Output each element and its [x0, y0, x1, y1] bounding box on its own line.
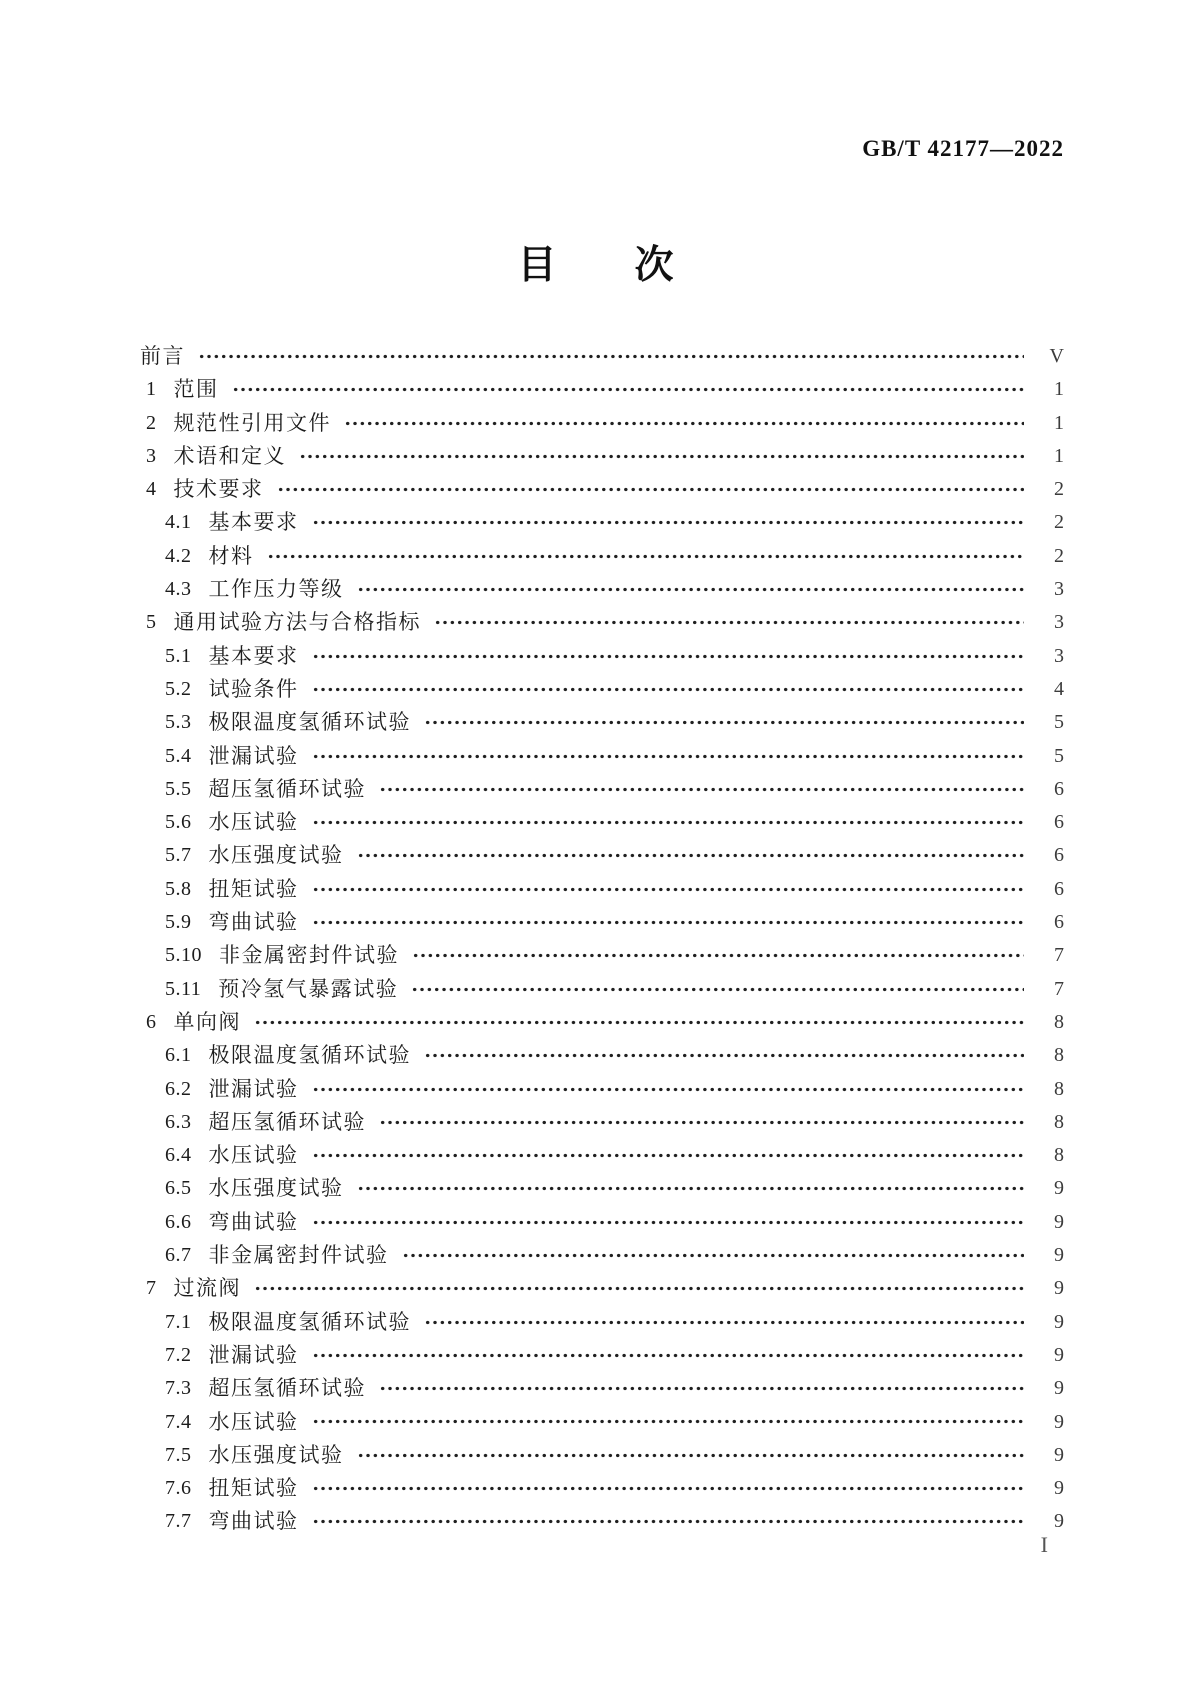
toc-entry: [140, 906, 1064, 939]
toc-entry-label: 极限温度氢循环试验: [208, 1043, 411, 1068]
toc-entry-number: 5: [146, 611, 157, 634]
toc-entry: [140, 873, 1064, 906]
toc-entry-label: 术语和定义: [173, 443, 286, 468]
toc-entry-page: 9: [1054, 1410, 1064, 1433]
toc-entry-page: 6: [1054, 777, 1064, 800]
toc-entry-label: 规范性引用文件: [173, 410, 331, 435]
toc-entry-label: 水压试验: [208, 1409, 299, 1434]
toc-entry: [140, 1505, 1064, 1538]
toc-entry: [140, 1006, 1064, 1039]
dot-leader: [312, 906, 1025, 939]
toc-entry: [140, 606, 1064, 639]
toc-entry-label: 非金属密封件试验: [208, 1243, 389, 1268]
toc-entry-label: 极限温度氢循环试验: [208, 1309, 411, 1334]
toc-entry-number: 7.7: [165, 1510, 192, 1533]
toc-entry-number: 3: [146, 444, 157, 467]
dot-leader: [312, 640, 1025, 673]
toc-entry-number: 4.2: [165, 544, 192, 567]
toc-entry-number: 7.5: [165, 1443, 192, 1466]
toc-entry-page: 7: [1054, 944, 1064, 967]
dot-leader: [379, 773, 1024, 806]
toc-entry-number: 4.1: [165, 511, 192, 534]
table-of-contents: [140, 340, 1064, 1539]
toc-entry-page: 6: [1054, 811, 1064, 834]
toc-entry-label: 技术要求: [173, 477, 264, 502]
toc-entry: [140, 706, 1064, 739]
dot-leader: [344, 407, 1024, 440]
dot-leader: [412, 939, 1024, 972]
toc-entry: [140, 1139, 1064, 1172]
toc-entry-page: 9: [1054, 1443, 1064, 1466]
toc-entry-number: 7.2: [165, 1343, 192, 1366]
dot-leader: [254, 1272, 1024, 1305]
toc-entry-label: 工作压力等级: [208, 577, 344, 602]
toc-entry-label: 单向阀: [173, 1009, 241, 1034]
toc-entry: [140, 1306, 1064, 1339]
toc-entry: [140, 407, 1064, 440]
dot-leader: [424, 1039, 1024, 1072]
toc-entry: [140, 473, 1064, 506]
dot-leader: [424, 1306, 1024, 1339]
toc-entry: [140, 806, 1064, 839]
toc-entry-label: 材料: [208, 543, 254, 568]
footer-page-number: I: [1040, 1532, 1048, 1557]
dot-leader: [379, 1106, 1024, 1139]
dot-leader: [312, 1206, 1025, 1239]
toc-entry-number: 6.4: [165, 1144, 192, 1167]
toc-entry: [140, 640, 1064, 673]
toc-entry-label: 通用试验方法与合格指标: [173, 610, 421, 635]
toc-entry-page: 9: [1054, 1244, 1064, 1267]
toc-entry-number: 6.6: [165, 1210, 192, 1233]
dot-leader: [312, 873, 1025, 906]
toc-entry-label: 非金属密封件试验: [219, 943, 399, 968]
toc-entry-label: 泄漏试验: [208, 743, 299, 768]
toc-entry: [140, 1106, 1064, 1139]
toc-entry-number: 5.5: [165, 777, 192, 800]
toc-entry: [140, 1339, 1064, 1372]
toc-entry: [140, 1439, 1064, 1472]
toc-entry-page: 9: [1054, 1377, 1064, 1400]
toc-entry-label: 泄漏试验: [208, 1076, 299, 1101]
toc-entry-page: 6: [1054, 877, 1064, 900]
toc-entry-label: 过流阀: [173, 1276, 241, 1301]
dot-leader: [267, 540, 1025, 573]
toc-entry: [140, 1372, 1064, 1405]
dot-leader: [312, 506, 1025, 539]
toc-entry: [140, 573, 1064, 606]
toc-entry-label: 超压氢循环试验: [208, 1376, 366, 1401]
toc-entry-number: 6: [146, 1010, 157, 1033]
toc-entry-page: 6: [1054, 844, 1064, 867]
toc-entry-number: 7.3: [165, 1377, 192, 1400]
toc-entry: [140, 839, 1064, 872]
toc-entry-label: 水压强度试验: [208, 1442, 344, 1467]
dot-leader: [357, 1439, 1025, 1472]
toc-entry: [140, 1172, 1064, 1205]
toc-entry-number: 7.4: [165, 1410, 192, 1433]
toc-entry-page: 9: [1054, 1310, 1064, 1333]
toc-entry-number: 4.3: [165, 578, 192, 601]
dot-leader: [299, 440, 1024, 473]
toc-entry-number: 5.7: [165, 844, 192, 867]
toc-entry-page: 3: [1054, 578, 1064, 601]
dot-leader: [402, 1239, 1025, 1272]
toc-entry-page: 8: [1054, 1077, 1064, 1100]
toc-entry-number: 4: [146, 478, 157, 501]
toc-entry-label: 弯曲试验: [208, 910, 299, 935]
dot-leader: [198, 340, 1024, 373]
dot-leader: [312, 1139, 1025, 1172]
dot-leader: [312, 740, 1025, 773]
toc-entry: [140, 1272, 1064, 1305]
toc-entry: [140, 1406, 1064, 1439]
toc-entry: [140, 1039, 1064, 1072]
toc-entry: [140, 740, 1064, 773]
toc-entry-label: 基本要求: [208, 643, 299, 668]
dot-leader: [232, 373, 1025, 406]
toc-entry-label: 水压试验: [208, 1143, 299, 1168]
dot-leader: [312, 1472, 1025, 1505]
toc-entry-label: 超压氢循环试验: [208, 1109, 366, 1134]
toc-entry-number: 5.3: [165, 711, 192, 734]
dot-leader: [434, 606, 1024, 639]
toc-entry: [140, 373, 1064, 406]
toc-entry-page: 9: [1054, 1177, 1064, 1200]
toc-entry-label: 超压氢循环试验: [208, 776, 366, 801]
toc-entry: [140, 1206, 1064, 1239]
toc-entry-label: 范围: [173, 377, 219, 402]
toc-entry-number: 1: [146, 378, 157, 401]
toc-entry-page: 9: [1054, 1343, 1064, 1366]
toc-entry-page: 4: [1054, 677, 1064, 700]
dot-leader: [357, 1172, 1025, 1205]
toc-entry: [140, 506, 1064, 539]
toc-entry-number: 5.6: [165, 811, 192, 834]
toc-entry-number: 5.1: [165, 644, 192, 667]
toc-entry: [140, 773, 1064, 806]
toc-entry-number: 6.1: [165, 1044, 192, 1067]
toc-entry-label: 基本要求: [208, 510, 299, 535]
toc-entry-page: 9: [1054, 1210, 1064, 1233]
toc-entry-number: 7.1: [165, 1310, 192, 1333]
toc-entry-page: 5: [1054, 744, 1064, 767]
toc-entry-page: V: [1049, 345, 1064, 367]
toc-entry: [140, 973, 1064, 1006]
toc-entry: [140, 939, 1064, 972]
toc-entry-label: 弯曲试验: [208, 1209, 299, 1234]
toc-entry-label: 前言: [140, 344, 185, 368]
toc-entry-label: 水压强度试验: [208, 843, 344, 868]
toc-entry-number: 6.2: [165, 1077, 192, 1100]
toc-entry-page: 9: [1054, 1277, 1064, 1300]
toc-entry-label: 泄漏试验: [208, 1342, 299, 1367]
toc-entry-page: 8: [1054, 1110, 1064, 1133]
toc-entry-page: 5: [1054, 711, 1064, 734]
dot-leader: [312, 1505, 1025, 1538]
dot-leader: [312, 1406, 1025, 1439]
toc-entry-page: 1: [1054, 411, 1064, 434]
toc-entry-page: 3: [1054, 644, 1064, 667]
toc-entry-page: 1: [1054, 378, 1064, 401]
toc-entry-page: 7: [1054, 977, 1064, 1000]
standard-number: GB/T 42177—2022: [862, 136, 1064, 161]
toc-entry: [140, 1073, 1064, 1106]
dot-leader: [312, 1339, 1025, 1372]
toc-entry-page: 9: [1054, 1477, 1064, 1500]
dot-leader: [424, 706, 1024, 739]
toc-entry: [140, 340, 1064, 373]
toc-entry-page: 2: [1054, 544, 1064, 567]
dot-leader: [312, 1073, 1025, 1106]
toc-entry-page: 2: [1054, 478, 1064, 501]
toc-entry-page: 9: [1054, 1510, 1064, 1533]
toc-entry-label: 扭矩试验: [208, 876, 299, 901]
dot-leader: [411, 973, 1024, 1006]
dot-leader: [357, 573, 1025, 606]
page-title: 目 次: [517, 244, 674, 287]
toc-entry-label: 预冷氢气暴露试验: [218, 976, 399, 1001]
toc-entry: [140, 1239, 1064, 1272]
toc-entry-number: 7.6: [165, 1477, 192, 1500]
toc-entry-page: 8: [1054, 1010, 1064, 1033]
toc-entry-page: 3: [1054, 611, 1064, 634]
dot-leader: [312, 673, 1025, 706]
toc-entry-number: 6.5: [165, 1177, 192, 1200]
dot-leader: [312, 806, 1025, 839]
toc-entry-number: 5.9: [165, 911, 192, 934]
toc-entry-number: 2: [146, 411, 157, 434]
toc-entry-label: 试验条件: [208, 676, 299, 701]
dot-leader: [277, 473, 1025, 506]
toc-entry-number: 5.8: [165, 877, 192, 900]
toc-entry-label: 水压试验: [208, 810, 299, 835]
toc-entry-number: 6.3: [165, 1110, 192, 1133]
toc-entry-number: 5.4: [165, 744, 192, 767]
toc-entry-label: 水压强度试验: [208, 1176, 344, 1201]
toc-entry-number: 5.2: [165, 677, 192, 700]
toc-entry: [140, 673, 1064, 706]
dot-leader: [379, 1372, 1024, 1405]
toc-entry-number: 5.10: [165, 944, 202, 967]
toc-entry-page: 2: [1054, 511, 1064, 534]
toc-entry: [140, 1472, 1064, 1505]
toc-entry: [140, 440, 1064, 473]
toc-entry-page: 8: [1054, 1044, 1064, 1067]
toc-entry: [140, 540, 1064, 573]
dot-leader: [254, 1006, 1024, 1039]
toc-entry-label: 弯曲试验: [208, 1509, 299, 1534]
toc-entry-number: 5.11: [165, 977, 202, 1000]
dot-leader: [357, 839, 1025, 872]
toc-entry-page: 1: [1054, 444, 1064, 467]
toc-entry-page: 8: [1054, 1144, 1064, 1167]
toc-entry-number: 7: [146, 1277, 157, 1300]
toc-entry-number: 6.7: [165, 1244, 192, 1267]
toc-entry-label: 扭矩试验: [208, 1476, 299, 1501]
toc-entry-page: 6: [1054, 911, 1064, 934]
toc-entry-label: 极限温度氢循环试验: [208, 710, 411, 735]
